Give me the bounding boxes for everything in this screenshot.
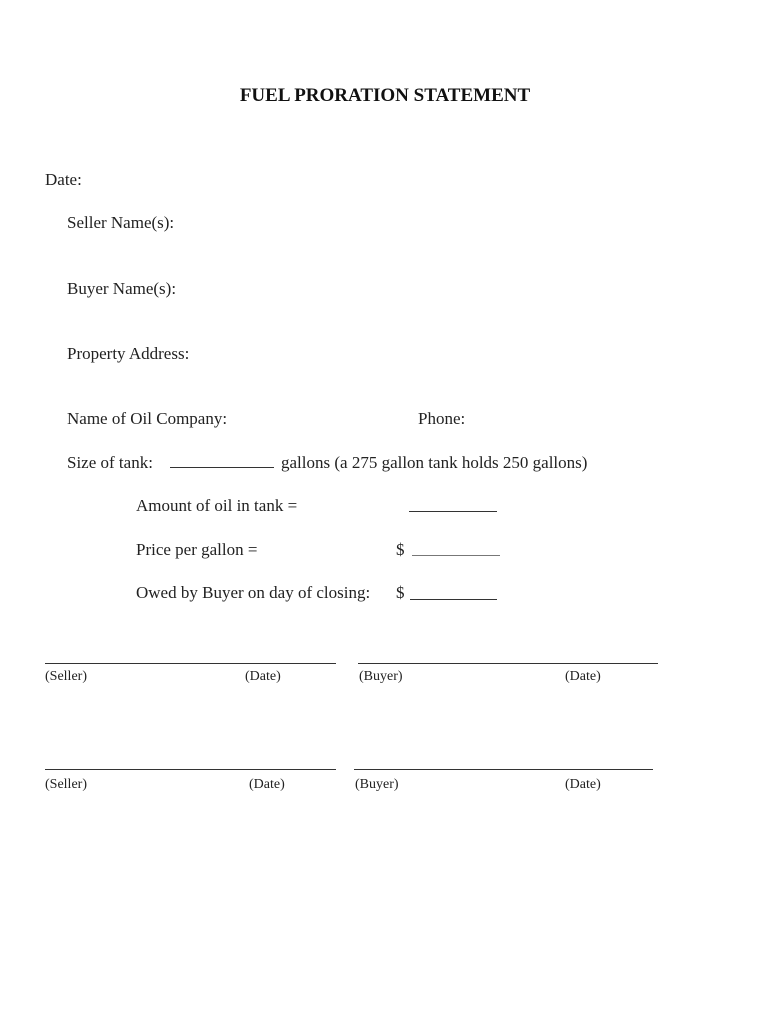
owed-dollar-sign: $ (396, 583, 405, 602)
seller-caption: (Seller) (45, 669, 87, 684)
price-dollar-sign: $ (396, 540, 405, 559)
seller-signature-line[interactable] (45, 663, 336, 664)
date-label: Date: (45, 170, 82, 189)
seller-date-caption-2: (Date) (249, 777, 285, 792)
buyer-date-caption-2: (Date) (565, 777, 601, 792)
seller-names-label: Seller Name(s): (67, 213, 175, 232)
tank-size-blank[interactable] (170, 467, 274, 468)
property-address-label: Property Address: (67, 344, 190, 363)
tank-size-label: Size of tank: (67, 453, 153, 472)
owed-by-buyer-label: Owed by Buyer on day of closing: (136, 583, 371, 602)
buyer-names-label: Buyer Name(s): (67, 279, 177, 298)
page-title: FUEL PRORATION STATEMENT (239, 85, 531, 106)
owed-by-buyer-blank[interactable] (410, 599, 497, 600)
oil-company-label: Name of Oil Company: (67, 409, 228, 428)
seller-caption-2: (Seller) (45, 777, 87, 792)
buyer-date-caption: (Date) (565, 669, 601, 684)
seller-date-caption: (Date) (245, 669, 281, 684)
buyer-signature-line[interactable] (358, 663, 658, 664)
buyer-signature-line-2[interactable] (354, 769, 653, 770)
price-per-gallon-label: Price per gallon = (136, 540, 258, 559)
price-per-gallon-blank[interactable] (412, 555, 500, 556)
buyer-caption-2: (Buyer) (355, 777, 399, 792)
gallons-note: gallons (a 275 gallon tank holds 250 gallons) (281, 453, 588, 472)
amount-of-oil-blank[interactable] (409, 511, 497, 512)
amount-of-oil-label: Amount of oil in tank = (136, 496, 298, 515)
phone-label: Phone: (418, 409, 466, 428)
seller-signature-line-2[interactable] (45, 769, 336, 770)
buyer-caption: (Buyer) (359, 669, 403, 684)
